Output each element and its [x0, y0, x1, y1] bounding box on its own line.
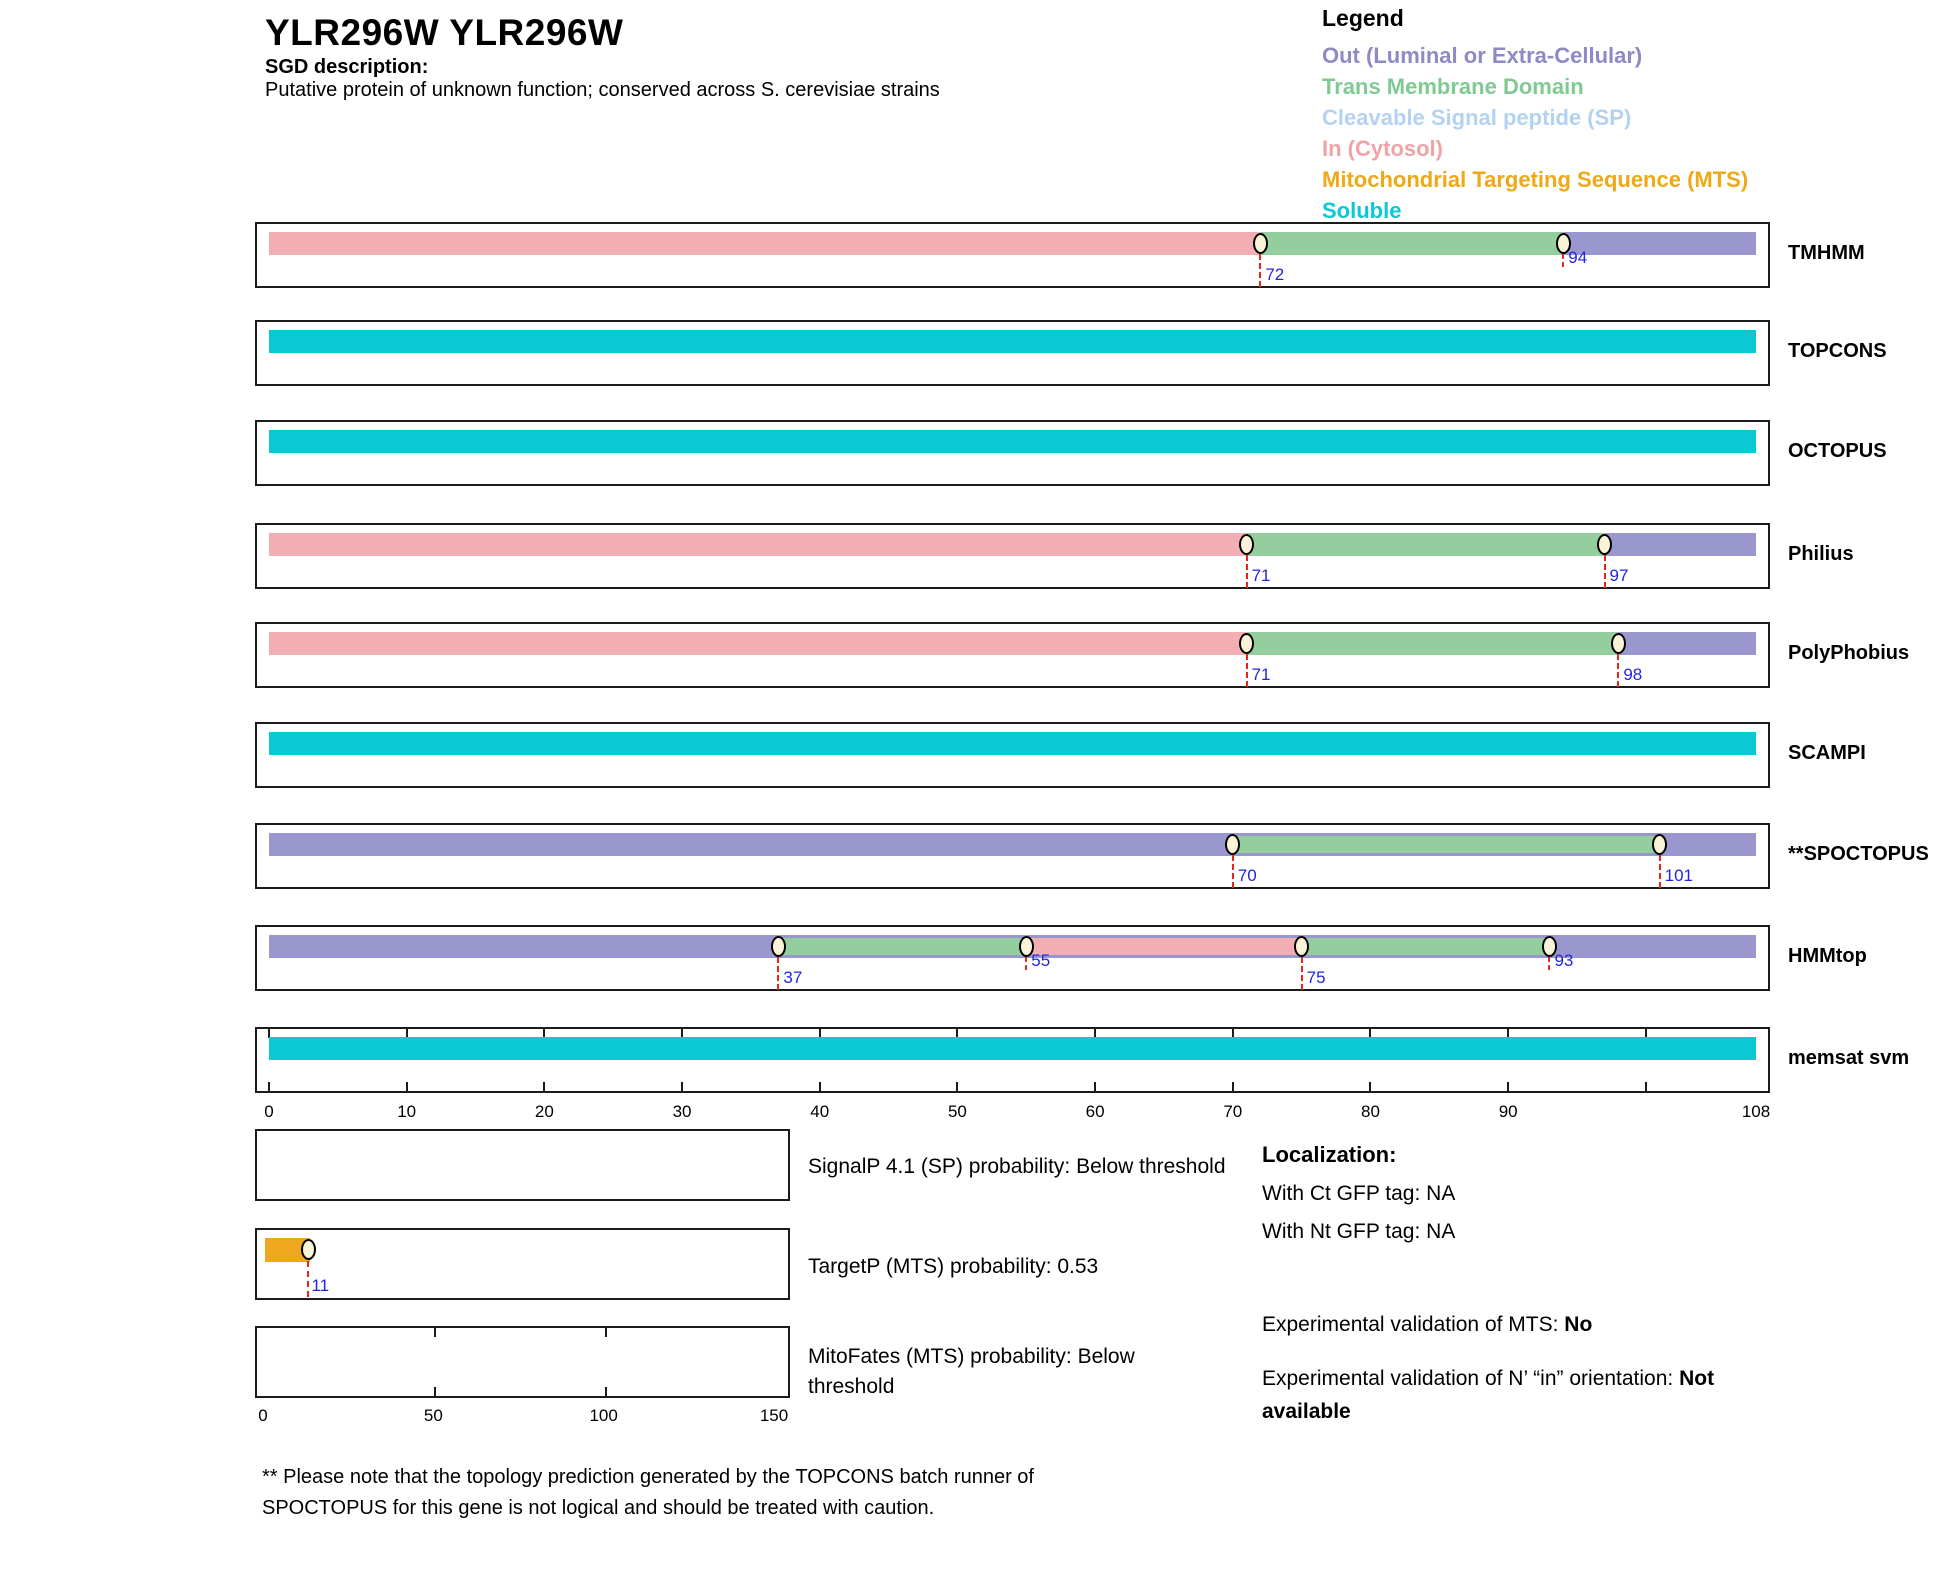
boundary-marker-71: [1239, 534, 1254, 555]
localization-ct-gfp: With Ct GFP tag: NA: [1262, 1182, 1456, 1205]
segment-soluble-0-108: [269, 430, 1756, 453]
axis-tick-bottom: [1507, 1082, 1509, 1091]
targetp-boundary-label: 11: [311, 1276, 330, 1295]
footnote-line2: SPOCTOPUS for this gene is not logical and should be treated with caution.: [262, 1497, 935, 1519]
track-name-philius: Philius: [1788, 543, 1854, 565]
boundary-label-101: 101: [1664, 866, 1693, 885]
mitofates-label-line2: threshold: [808, 1375, 895, 1398]
legend-item-mitochondrial-targeting-sequence-mts: Mitochondrial Targeting Sequence (MTS): [1322, 167, 1749, 192]
legend-item-cleavable-signal-peptide-sp: Cleavable Signal peptide (SP): [1322, 105, 1632, 130]
x-axis-label-0: 0: [264, 1102, 274, 1121]
boundary-label-93: 93: [1554, 951, 1574, 970]
experimental-validation-orientation: [1262, 1362, 1807, 1428]
boundary-line-70: [1232, 855, 1234, 888]
segment-soluble-0-108: [269, 1037, 1756, 1060]
x-axis-label-20: 20: [534, 1102, 554, 1121]
x-axis-label-30: 30: [672, 1102, 692, 1121]
signalp-label: SignalP 4.1 (SP) probability: Below threshold: [808, 1155, 1226, 1178]
axis-tick-bottom: [1645, 1082, 1647, 1091]
boundary-line-101: [1659, 855, 1661, 888]
targetp-plot-box: [255, 1228, 790, 1300]
boundary-label-98: 98: [1623, 665, 1643, 684]
boundary-line-93: [1548, 957, 1550, 970]
mitofates-axis-label-150: 150: [759, 1406, 789, 1425]
boundary-label-94: 94: [1568, 248, 1588, 267]
boundary-line-37: [777, 957, 779, 990]
boundary-marker-101: [1652, 834, 1667, 855]
axis-tick-bottom: [543, 1082, 545, 1091]
experimental-mts-prefix: Experimental validation of MTS:: [1262, 1313, 1565, 1336]
x-axis-label-60: 60: [1085, 1102, 1105, 1121]
experimental-orientation-prefix: Experimental validation of N’ “in” orientation:: [1262, 1367, 1680, 1390]
track-row-spoctopus: [255, 823, 1929, 889]
mitofates-label: [808, 1342, 1138, 1402]
boundary-line-75: [1301, 957, 1303, 990]
legend-items: [1322, 40, 1922, 226]
segment-soluble-0-108: [269, 732, 1756, 755]
x-axis-label-108: 108: [1741, 1102, 1771, 1121]
legend: [1322, 5, 1922, 226]
track-name-tmhmm: TMHMM: [1788, 242, 1865, 264]
x-axis-label-80: 80: [1361, 1102, 1380, 1121]
boundary-marker-72: [1253, 233, 1268, 254]
x-axis-label-40: 40: [810, 1102, 830, 1121]
boundary-label-97: 97: [1609, 566, 1629, 585]
track-row-scampi: [255, 722, 1866, 788]
axis-tick-bottom: [1369, 1082, 1371, 1091]
axis-tick-bottom: [406, 1082, 408, 1091]
segment-tm-72-94: [1260, 232, 1563, 255]
track-row-memsat-svm: [255, 1027, 1910, 1093]
boundary-line-71: [1246, 555, 1248, 588]
boundary-label-37: 37: [783, 968, 803, 987]
axis-tick-bottom: [681, 1082, 683, 1091]
track-row-philius: [255, 523, 1854, 589]
localization-title: Localization:: [1262, 1142, 1397, 1167]
targetp-label: TargetP (MTS) probability: 0.53: [808, 1255, 1099, 1278]
sgd-description-text: Putative protein of unknown function; conserved across S. cerevisiae strains: [265, 79, 940, 101]
mitofates-tick-top: [434, 1328, 436, 1337]
track-name-spoctopus: **SPOCTOPUS: [1788, 843, 1929, 865]
boundary-label-75: 75: [1306, 968, 1326, 987]
experimental-validation-mts: [1262, 1308, 1592, 1341]
boundary-line-94: [1562, 254, 1564, 267]
mitofates-axis-label-100: 100: [589, 1406, 618, 1425]
sgd-description-label: SGD description:: [265, 56, 429, 78]
segment-tm-71-98: [1247, 632, 1619, 655]
segment-tm-75-93: [1302, 938, 1550, 955]
boundary-marker-37: [771, 936, 786, 957]
mitofates-label-line1: MitoFates (MTS) probability: Below: [808, 1345, 1135, 1368]
mitofates-tick-top: [605, 1328, 607, 1337]
segment-tm-70-101: [1233, 836, 1660, 853]
track-row-tmhmm: [255, 222, 1865, 288]
track-row-topcons: [255, 320, 1887, 386]
segment-in-0-71: [269, 533, 1247, 556]
segment-out-94-108: [1563, 232, 1756, 255]
axis-tick-bottom: [819, 1082, 821, 1091]
segment-tm-71-97: [1247, 533, 1605, 556]
segment-soluble-0-108: [269, 330, 1756, 353]
x-axis-label-10: 10: [397, 1102, 417, 1121]
x-axis-label-50: 50: [947, 1102, 967, 1121]
boundary-label-71: 71: [1251, 566, 1271, 585]
track-name-topcons: TOPCONS: [1788, 340, 1887, 362]
experimental-orientation-value: Not available: [1262, 1367, 1715, 1423]
mitofates-tick-bottom: [434, 1387, 436, 1396]
track-name-memsat-svm: memsat svm: [1788, 1047, 1910, 1069]
boundary-label-71: 71: [1251, 665, 1271, 684]
mitofates-plot-box: [255, 1326, 790, 1398]
boundary-marker-71: [1239, 633, 1254, 654]
track-name-hmmtop: HMMtop: [1788, 945, 1867, 967]
track-row-hmmtop: [255, 925, 1867, 991]
boundary-label-72: 72: [1265, 265, 1285, 284]
page-title: YLR296W YLR296W: [265, 12, 624, 53]
segment-out-98-108: [1618, 632, 1756, 655]
targetp-boundary-marker: [301, 1239, 316, 1260]
boundary-line-55: [1025, 957, 1027, 970]
boundary-line-71: [1246, 654, 1248, 687]
legend-item-in-cytosol: In (Cytosol): [1322, 136, 1443, 161]
legend-title: Legend: [1322, 5, 1404, 31]
segment-tm-37-55: [778, 938, 1026, 955]
boundary-marker-97: [1597, 534, 1612, 555]
boundary-label-70: 70: [1237, 866, 1257, 885]
x-axis-label-70: 70: [1223, 1102, 1243, 1121]
track-name-polyphobius: PolyPhobius: [1788, 642, 1910, 664]
track-row-octopus: [255, 420, 1887, 486]
axis-tick-bottom: [1094, 1082, 1096, 1091]
legend-item-soluble: Soluble: [1322, 198, 1402, 223]
mitofates-tick-bottom: [605, 1387, 607, 1396]
boundary-marker-98: [1611, 633, 1626, 654]
experimental-mts-value: No: [1564, 1313, 1593, 1336]
legend-item-trans-membrane-domain: Trans Membrane Domain: [1322, 74, 1584, 99]
segment-in-0-72: [269, 232, 1260, 255]
footnote-line1: ** Please note that the topology prediction generated by the TOPCONS batch runner of: [262, 1466, 1034, 1488]
boundary-line-98: [1617, 654, 1619, 687]
targetp-boundary-line: [307, 1261, 309, 1297]
x-axis-label-90: 90: [1498, 1102, 1518, 1121]
segment-in-55-75: [1026, 938, 1301, 955]
signalp-plot-box: [255, 1129, 790, 1201]
track-row-polyphobius: [255, 622, 1910, 688]
boundary-line-72: [1259, 254, 1261, 287]
localization-nt-gfp: With Nt GFP tag: NA: [1262, 1220, 1456, 1243]
boundary-label-55: 55: [1031, 951, 1051, 970]
segment-in-0-71: [269, 632, 1247, 655]
mitofates-axis-label-0: 0: [258, 1406, 268, 1425]
axis-tick-bottom: [1232, 1082, 1234, 1091]
legend-item-out-luminal-or-extra-cellular: Out (Luminal or Extra-Cellular): [1322, 43, 1643, 68]
axis-tick-bottom: [268, 1082, 270, 1091]
boundary-line-97: [1604, 555, 1606, 588]
track-name-octopus: OCTOPUS: [1788, 440, 1887, 462]
track-name-scampi: SCAMPI: [1788, 742, 1866, 764]
mitofates-axis-label-50: 50: [423, 1406, 443, 1425]
axis-tick-bottom: [956, 1082, 958, 1091]
segment-out-97-108: [1605, 533, 1756, 556]
